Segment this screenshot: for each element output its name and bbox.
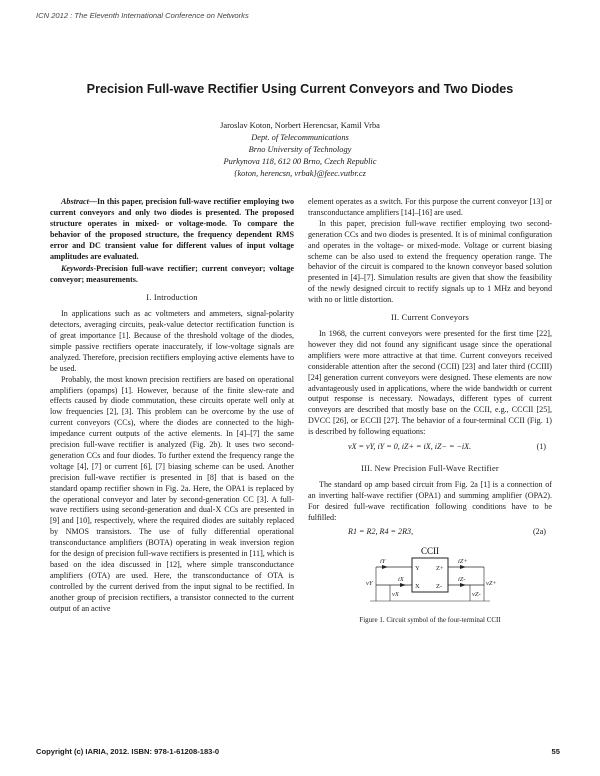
ix-label: iX <box>398 576 404 584</box>
section-heading-current-conveyors: II. Current Conveyors <box>391 313 469 323</box>
port-x-label: X <box>415 583 420 591</box>
author-block <box>0 120 600 180</box>
section-heading-rectifier: III. New Precision Full-Wave Rectifier <box>361 463 499 473</box>
author-email: {koton, herencsn, vrbak}@feec.vutbr.cz <box>234 169 366 178</box>
port-z-minus-label: Z- <box>436 583 443 591</box>
abstract-label: Abstract <box>61 197 89 206</box>
abstract <box>50 197 294 262</box>
equation-2 <box>308 523 552 542</box>
figure-1-caption: Figure 1. Circuit symbol of the four-terminal CCII <box>359 616 501 625</box>
vz-minus-label: vZ- <box>472 591 481 599</box>
vx-label: vX <box>392 591 399 599</box>
vz-plus-label: vZ+ <box>486 580 497 588</box>
port-z-plus-label: Z+ <box>436 565 444 573</box>
section-heading-introduction: I. Introduction <box>146 293 198 303</box>
x-current-arrow <box>400 583 406 587</box>
iz-minus-label: iZ- <box>458 576 466 584</box>
keywords-label: Keywords <box>61 264 94 274</box>
col2-paragraph-1: element operates as a switch. For this purpose the current conveyor [13] or transconductance amplifiers [14]–[16] are used. <box>308 197 552 217</box>
footer-page-number: 55 <box>551 747 560 756</box>
ccii-circuit-symbol <box>360 545 500 607</box>
left-column <box>50 197 294 615</box>
equation-2-body: R1 = R2, R4 = 2R3, <box>348 527 414 537</box>
equation-1-body: vX = vY, iY = 0, iZ+ = iX, iZ− = −iX. <box>348 442 472 452</box>
intro-paragraph-2: Probably, the most known precision rectifiers are based on operational amplifiers (opamps) [1]. However, because of the finite slew-rate and effects caused by diode commutation, these circuits operate well only at low frequencies [2], [3]. This problem can be overcome by the use of current conveyors (CCs), where the diodes are connected to the high-impedance current outputs of the active elements. In [4]–[7] the same precision full-wave rectifier is analyzed (Fig. 2b). It uses two second-generation CCs and four diodes. To further extend the frequency range the voltage [4], [7] or current [6], [7] biasing scheme can be used. Another precision full-wave rectifier is presented in [8] that is based on the standard opamp rectifier shown in Fig. 2a. Here, the OPA1 is replaced by the operational conveyor and later by second-generation CC [3]. A full-wave rectifiers using second-generation and dual-X CCs are presented in [9] and [10], respectively, where the required diodes are suitably replaced by NMOS transistors. The use of fully differential operational transconductance amplifiers (BOTA) operating in weak inversion region for the design of precision full-wave rectifiers is presented in [11], which is based on the idea discussed in [12], where simple transconductance amplifiers (OTA) are used. Here, the transconductance of OTA is controlled by the current derived from the input signal to be rectified. In another group of precision rectifiers, a transistor connected to the current output of an active <box>50 374 295 613</box>
conference-header: ICN 2012 : The Eleventh International Conference on Networks <box>36 11 249 20</box>
ccii-block-label: CCII <box>421 546 439 557</box>
author-address: Purkynova 118, 612 00 Brno, Czech Republic <box>223 157 377 166</box>
rect-paragraph-1: The standard op amp based circuit from Fig. 2a [1] is a connection of an inverting half-wave rectifier (OPA1) and summing amplifier (OPA2). For desired full-wave rectification following conditions have to be fulfilled: <box>308 479 552 522</box>
cc-paragraph-1: In 1968, the current conveyors were presented for the first time [22], however they did not found any significant usage since the operational amplifiers were more attractive at that time. Current conveyors received considerable attention after the second (CCII) [23] and later third (CCIII) [24] generation current conveyors were designed. These elements are now advantageously used in applications, where the wide bandwidth or current output response is necessary. Nowadays, different types of current conveyors are described that mostly base on the CCII, e.g., CCCII [25], DVCC [26], or ECCII [27]. The behavior of a four-terminal CCII (Fig. 1) is described by following equations: <box>308 328 552 437</box>
abstract-text: —In this paper, precision full-wave rectifier employing two current conveyors and only two diodes is presented. The proposed structure operates in mixed- or voltage-mode. To compare the behavior of the proposed structure, the frequency dependent RMS error and DC transient value for different values of input voltage amplitudes are evaluated. <box>50 197 294 261</box>
author-dept: Dept. of Telecommunications <box>251 133 349 142</box>
author-univ: Brno University of Technology <box>248 145 352 154</box>
port-y-label: Y <box>415 565 420 573</box>
col2-paragraph-2: In this paper, precision full-wave rectifier employing two second-generation CCs and two diodes is presented. It is of minimal configuration and operates in the voltage- or mixed-mode. Voltage or current biasing scheme can be also used to extend the frequency operation range. The behavior of the circuit is compared to the known conveyor based solution presented in [4]–[7]. Simulation results are given that show the feasibility of the newly designed circuit to rectify signals up to 1 MHz and beyond with no or little distortion. <box>308 218 552 305</box>
y-current-arrow <box>382 565 388 569</box>
iy-label: iY <box>380 558 386 566</box>
equation-1-number: (1) <box>536 442 546 452</box>
paper-title: Precision Full-wave Rectifier Using Current Conveyors and Two Diodes <box>86 82 514 96</box>
iz-plus-label: iZ+ <box>458 558 468 566</box>
right-column <box>308 197 552 626</box>
author-names: Jaroslav Koton, Norbert Herencsar, Kamil Vrba <box>220 121 380 130</box>
equation-2-number: (2a) <box>532 527 546 537</box>
vy-label: vY <box>366 580 373 588</box>
z-minus-current-arrow <box>460 583 466 587</box>
keywords <box>50 264 294 286</box>
footer-copyright: Copyright (c) IARIA, 2012. ISBN: 978-1-61208-183-0 <box>36 747 220 756</box>
z-plus-current-arrow <box>460 565 466 569</box>
intro-paragraph-1: In applications such as ac voltmeters and ammeters, signal-polarity detectors, averaging circuits, peak-value detector rectification function is of great importance [1]. Because of the threshold voltage of the diodes, simple passive rectifiers operate inaccurately, if low-voltage signals are analyzed. Therefore, precision rectifiers employing active elements have to be used. <box>50 309 294 373</box>
equation-1 <box>308 438 552 457</box>
keywords-text: -Precision full-wave rectifier; current conveyor; voltage conveyor; measurements. <box>50 264 294 285</box>
